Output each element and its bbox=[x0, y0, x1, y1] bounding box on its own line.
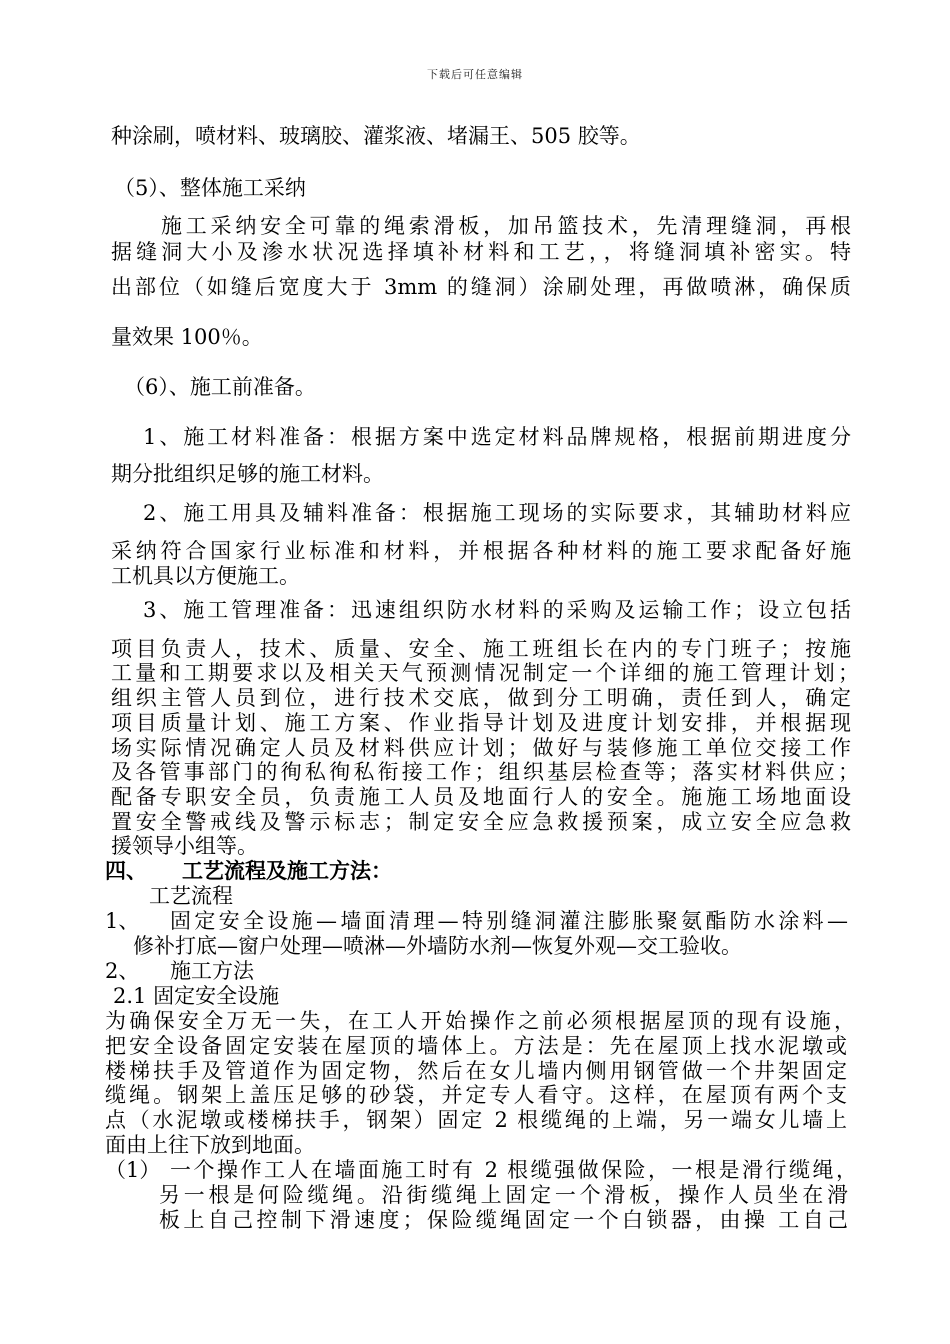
paragraph-line: 面由上往下放到地面。 bbox=[105, 1133, 315, 1157]
list-item-line: 另一根是何险缆绳。沿街缆绳上固定一个滑板，操作人员坐在滑 bbox=[159, 1183, 848, 1207]
list-item-line: 置安全警戒线及警示标志；制定安全应急救援预案，成立安全应急救 bbox=[111, 810, 851, 834]
list-item-line: 及各管事部门的徇私徇私衔接工作；组织基层检查等；落实材料供应； bbox=[111, 760, 859, 784]
chapter-title: 工艺流程及施工方法： bbox=[182, 858, 392, 883]
list-number: 2、 bbox=[105, 959, 140, 983]
paragraph-line: 点（水泥墩或楼梯扶手，钢架）固定 2 根缆绳的上端，另一端女儿墙上 bbox=[105, 1108, 847, 1132]
list-item-line: 组织主管人员到位，进行技术交底，做到分工明确，责任到人，确定 bbox=[111, 686, 851, 710]
list-item-line: 板上自己控制下滑速度；保险缆绳固定一个白锁器，由操 工自己 bbox=[159, 1208, 848, 1232]
paragraph-line: 楼梯扶手及管道作为固定物，然后在女儿墙内侧用钢管做一个井架固定 bbox=[105, 1059, 847, 1083]
list-item-line: 工机具以方便施工。 bbox=[111, 564, 300, 588]
list-item-line: 项目质量计划、施工方案、作业指导计划及进度计划安排，并根据现 bbox=[111, 711, 851, 735]
sub-heading: 2.1 固定安全设施 bbox=[113, 984, 280, 1008]
paragraph-line: 出部位（如缝后宽度大于 3mm 的缝洞）涂刷处理，再做喷淋，确保质 bbox=[111, 275, 851, 299]
list-item-line: 修补打底—窗户处理—喷淋—外墙防水剂—恢复外观—交工验收。 bbox=[133, 934, 742, 958]
list-item-line: 援领导小组等。 bbox=[111, 834, 258, 858]
paragraph-line: 缆绳。钢架上盖压足够的砂袋，并定专人看守。这样，在屋顶有两个支 bbox=[105, 1083, 847, 1107]
list-item-line: 期分批组织足够的施工材料。 bbox=[111, 462, 384, 486]
page-header: 下载后可任意编辑 bbox=[427, 68, 523, 81]
sub-heading: 工艺流程 bbox=[149, 884, 233, 908]
chapter-number: 四、 bbox=[105, 858, 147, 883]
list-item-line: 场实际情况确定人员及材料供应计划；做好与装修施工单位交接工作 bbox=[111, 736, 851, 760]
list-item-line: 1、施工材料准备：根据方案中选定材料品牌规格，根据前期进度分 bbox=[143, 425, 851, 449]
list-item-line: 工量和工期要求以及相关天气预测情况制定一个详细的施工管理计划； bbox=[111, 661, 859, 685]
paragraph-line: 据缝洞大小及渗水状况选择填补材料和工艺，，将缝洞填补密实。特 bbox=[111, 240, 851, 264]
section-heading-6: （6）、施工前准备。 bbox=[124, 375, 316, 399]
list-number: 1、 bbox=[105, 909, 140, 933]
list-item-line: 配备专职安全员，负责施工人员及地面行人的安全。施施工场地面设 bbox=[111, 785, 851, 809]
paragraph-line: 种涂刷，喷材料、玻璃胶、灌浆液、堵漏王、505 胶等。 bbox=[111, 124, 641, 148]
list-item-line: 固定安全设施—墙面清理—特别缝洞灌注膨胀聚氨酯防水涂料— bbox=[170, 909, 848, 933]
paragraph-line: 把安全设备固定安装在屋顶的墙体上。方法是：先在屋顶上找水泥墩或 bbox=[105, 1034, 847, 1058]
list-item-line: 3、施工管理准备：迅速组织防水材料的采购及运输工作；设立包括 bbox=[143, 598, 851, 622]
list-item-line: 一个操作工人在墙面施工时有 2 根缆强做保险，一根是滑行缆绳， bbox=[170, 1158, 857, 1182]
list-item-line: 项目负责人，技术、质量、安全、施工班组长在内的专门班子；按施 bbox=[111, 637, 851, 661]
paragraph-line: 量效果 100％。 bbox=[111, 325, 263, 349]
list-number: （1） bbox=[105, 1158, 161, 1182]
section-heading-5: （5）、整体施工采纳 bbox=[114, 176, 306, 200]
paragraph-line: 施工采纳安全可靠的绳索滑板，加吊篮技术，先清理缝洞，再根 bbox=[161, 214, 851, 238]
list-item-line: 采纳符合国家行业标准和材料，并根据各种材料的施工要求配备好施 bbox=[111, 539, 851, 563]
paragraph-line: 为确保安全万无一失，在工人开始操作之前必须根据屋顶的现有设施， bbox=[105, 1009, 855, 1033]
list-item-line: 施工方法 bbox=[170, 959, 254, 983]
list-item-line: 2、施工用具及辅料准备：根据施工现场的实际要求，其辅助材料应 bbox=[143, 501, 851, 525]
